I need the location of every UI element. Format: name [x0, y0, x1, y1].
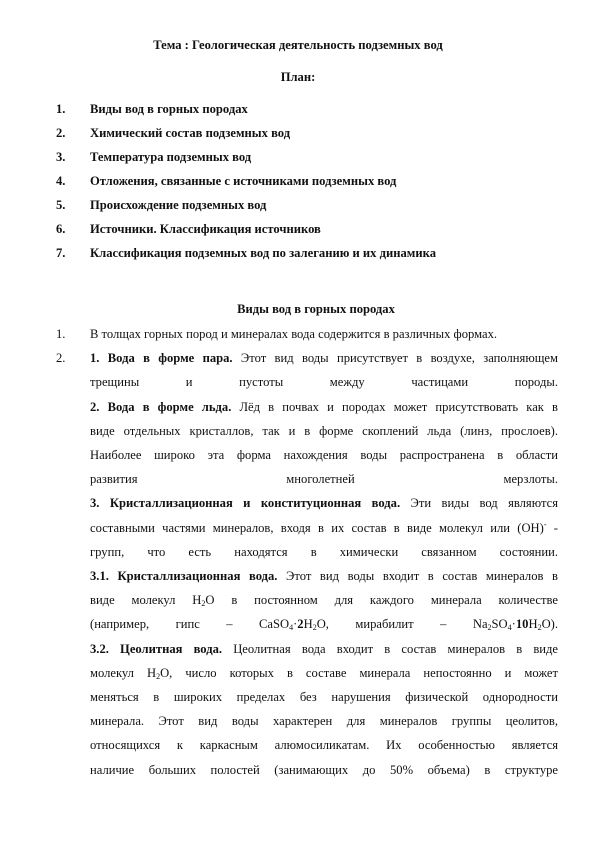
text-line: 3.2. Цеолитная вода. Цеолитная вода входит в состав минералов в виде — [90, 641, 559, 656]
plan-item: 2. Химический состав подземных вод — [56, 126, 291, 140]
text-line: 1. Вода в форме пара. Этот вид воды присутствует в воздухе, заполняющем — [90, 351, 558, 366]
plan-heading: План: — [280, 70, 316, 84]
text-line: минерала. Этот вид воды характерен для минералов группы цеолитов, — [90, 714, 558, 729]
plan-item: 3. Температура подземных вод — [56, 150, 252, 164]
text-line: 3. Кристаллизационная и конституционная вода. Эти виды вод являются — [90, 496, 558, 511]
text-line: трещины и пустоты между частицами породы. — [90, 375, 558, 390]
document-title: Тема : Геологическая деятельность подземных вод — [153, 38, 443, 52]
text-line: относящихся к каркасным алюмосиликатам. Их особенностью является — [90, 738, 558, 753]
text-line: виде молекул $Н_2О$ в постоянном для каждого минерала количестве — [90, 593, 558, 609]
plan-item: 1. Виды вод в горных породах — [56, 102, 248, 116]
text-line: развития многолетней мерзлоты. — [90, 472, 558, 487]
text-line: меняться в широких пределах без нарушения физической однородности — [90, 690, 558, 705]
text-line: составными частями минералов, входя в их состав в виде молекул или (ОН)- - — [90, 519, 558, 535]
text-line: 3.1. Кристаллизационная вода. Этот вид воды входит в состав минералов в — [90, 569, 558, 584]
body-list — [56, 322, 558, 782]
text-line: виде отдельных кристаллов, так и в форме скоплений льда (линз, прослоев). — [90, 423, 558, 438]
text-line: 2. Вода в форме льда. Лёд в почвах и породах может присутствовать как в — [90, 399, 558, 414]
text-line: наличие больших полостей (занимающих до 50% объема) в структуре — [90, 762, 558, 777]
text-line: (например, гипс – $CaSO_4\cdot 2H_2O$, мирабилит – $Na_2SO_4\cdot 10H_2O$). — [90, 617, 558, 633]
text-line: Наиболее широко эта форма нахождения воды распространена в области — [90, 448, 558, 463]
text-line: групп, что есть находятся в химически связанном состоянии. — [90, 544, 558, 559]
section-title: Виды вод в горных породах — [237, 302, 395, 316]
plan-item: 7. Классификация подземных вод по залеганию и их динамика — [56, 246, 436, 260]
list-item: 2. 1. Вода в форме пара. Этот вид воды присутствует в воздухе, заполняющем трещины и пустоты между частицами породы. 2. Вода в форме льда. Лёд в почвах и породах может присутствовать как в виде отдельных кристаллов, так и в форме скоплений льда (линз, прослоев). Наиболее широко эта форма нахождения воды распространена в области развития многолетней мерзлоты. 3. Кристаллизационная и конституционная вода. Эти виды вод являются составными частями минералов, входя в их состав в виде молекул или (ОН)- - групп, что есть находятся в химически связанном состоянии. 3.1. Кристаллизационная вода. Этот вид воды входит в состав минералов в виде молекул $Н_2О$ в постоянном для каждого минерала количестве (например, гипс – $CaSO_4\cdot 2H_2O$, мирабилит – $Na_2SO_4\cdot 10H_2O$). 3.2. Цеолитная вода. Цеолитная вода входит в состав минералов в виде молекул $Н_2О$, число которых в составе минерала непостоянно и может меняться в широких пределах без нарушения физической однородности минерала. Этот вид воды характерен для минералов группы цеолитов, относящихся к каркасным алюмосиликатам. Их особенностью является наличие больших полостей (занимающих до 50% объема) в структуре — [56, 346, 558, 782]
plan-item: 5. Происхождение подземных вод — [56, 198, 267, 212]
text-line: молекул $Н_2О$, число которых в составе минерала непостоянно и может — [90, 665, 559, 681]
plan-item: 4. Отложения, связанные с источниками подземных вод — [56, 174, 397, 188]
plan-item: 6. Источники. Классификация источников — [56, 222, 321, 236]
list-item: 1. В толщах горных пород и минералах вода содержится в различных формах. — [56, 327, 498, 341]
